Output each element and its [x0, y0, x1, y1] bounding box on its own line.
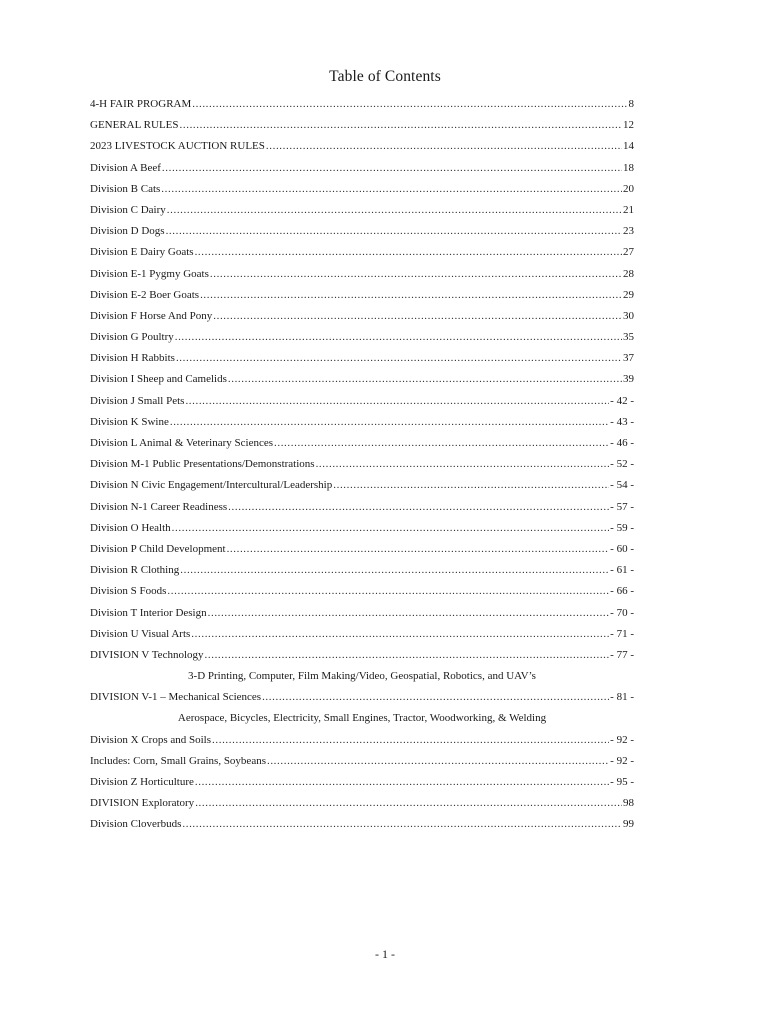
toc-entry[interactable] — [90, 518, 634, 539]
toc-entry-label: DIVISION Exploratory — [90, 797, 195, 810]
toc-entry-label: Division G Poultry — [90, 331, 174, 344]
toc-entry-page: 30 — [623, 309, 634, 322]
dot-leader — [213, 306, 622, 327]
toc-entry-label: Division E Dairy Goats — [90, 246, 194, 259]
toc-entry-page: 98 — [623, 797, 634, 810]
dot-leader — [180, 115, 622, 136]
dot-leader — [176, 348, 622, 369]
toc-entry[interactable] — [90, 200, 634, 221]
toc-entry-page: - 59 - — [610, 521, 634, 534]
toc-entry-label: Division T Interior Design — [90, 606, 207, 619]
toc-entry-page: 14 — [623, 140, 634, 153]
toc-entry[interactable] — [90, 221, 634, 242]
toc-entry[interactable] — [90, 475, 634, 496]
toc-entry-page: 29 — [623, 288, 634, 301]
dot-leader — [175, 327, 622, 348]
dot-leader — [228, 497, 609, 518]
toc-entry-label: GENERAL RULES — [90, 119, 179, 132]
toc-entry-label: Division Cloverbuds — [90, 818, 182, 831]
toc-entry-label: Division L Animal & Veterinary Sciences — [90, 437, 273, 449]
toc-entry[interactable] — [90, 433, 634, 454]
toc-entry-page: 28 — [623, 267, 634, 280]
dot-leader — [170, 412, 609, 433]
toc-entry-page: 37 — [623, 352, 634, 365]
toc-entry[interactable] — [90, 369, 634, 390]
toc-entry-label: Division B Cats — [90, 182, 161, 195]
toc-entry[interactable] — [90, 412, 634, 433]
toc-entry[interactable] — [90, 285, 634, 306]
toc-entry-page: - 77 - — [610, 648, 634, 661]
dot-leader — [192, 94, 627, 115]
toc-entry-label: Division I Sheep and Camelids — [90, 373, 227, 386]
dot-leader — [208, 603, 610, 624]
toc-entry[interactable] — [90, 603, 634, 624]
toc-entry[interactable] — [90, 454, 634, 475]
page-title: Table of Contents — [329, 68, 441, 85]
dot-leader — [167, 581, 609, 602]
toc-entry-label: Division J Small Pets — [90, 394, 185, 407]
toc-entry-page: 21 — [623, 203, 634, 216]
dot-leader — [267, 751, 609, 772]
toc-entry[interactable] — [90, 793, 634, 814]
dot-leader — [200, 285, 622, 306]
dot-leader — [266, 136, 622, 157]
toc-entry-page: 39 — [623, 373, 634, 386]
dot-leader — [333, 475, 609, 496]
toc-entry[interactable] — [90, 391, 634, 412]
toc-entry-page: - 92 - — [610, 733, 634, 746]
toc-entry-page: - 71 - — [610, 627, 634, 640]
toc-entry[interactable] — [90, 539, 634, 560]
toc-entry[interactable] — [90, 581, 634, 602]
toc-entry[interactable] — [90, 497, 634, 518]
toc-entry[interactable] — [90, 94, 634, 115]
toc-entry[interactable] — [90, 560, 634, 581]
toc-entry-label: Division D Dogs — [90, 225, 165, 238]
toc-entry[interactable] — [90, 264, 634, 285]
toc-entry-label: Division R Clothing — [90, 564, 180, 577]
toc-entry-label: Division P Child Development — [90, 542, 226, 555]
dot-leader — [191, 624, 609, 645]
toc-entry[interactable] — [90, 327, 634, 348]
dot-leader — [205, 645, 610, 666]
toc-entry-label: Division S Foods — [90, 585, 167, 598]
dot-leader — [180, 560, 609, 581]
toc-entry[interactable] — [90, 772, 634, 793]
toc-subheading: 3-D Printing, Computer, Film Making/Video, Geospatial, Robotics, and UAV’s — [188, 670, 536, 683]
page-number-footer: - 1 - — [375, 947, 395, 961]
dot-leader — [262, 687, 609, 708]
toc-entry[interactable] — [90, 179, 634, 200]
toc-entry-page: 8 — [628, 98, 634, 110]
toc-entry-label: Division O Health — [90, 521, 171, 534]
dot-leader — [182, 814, 622, 835]
toc-entry[interactable] — [90, 136, 634, 157]
toc-entry[interactable] — [90, 814, 634, 835]
toc-entry-page: - 54 - — [610, 479, 634, 492]
dot-leader — [162, 158, 622, 179]
toc-entry-page: - 61 - — [610, 564, 634, 577]
dot-leader — [161, 179, 622, 200]
toc-entry-page: - 52 - — [610, 458, 634, 471]
dot-leader — [195, 793, 622, 814]
toc-entry-page: - 70 - — [610, 606, 634, 619]
toc-entry-label: DIVISION V-1 – Mechanical Sciences — [90, 691, 262, 704]
dot-leader — [210, 264, 622, 285]
dot-leader — [167, 200, 622, 221]
toc-entry-label: Division H Rabbits — [90, 352, 175, 365]
toc-entry[interactable] — [90, 158, 634, 179]
toc-entry[interactable] — [90, 115, 634, 136]
toc-entry-label: Division Z Horticulture — [90, 776, 194, 788]
toc-entry-label: Division A Beef — [90, 161, 161, 174]
toc-entry-label: Division E-2 Boer Goats — [90, 288, 200, 301]
toc-entry-label: Division U Visual Arts — [90, 627, 191, 640]
dot-leader — [212, 730, 609, 751]
dot-leader — [316, 454, 610, 475]
toc-entry-page: 27 — [623, 246, 634, 259]
dot-leader — [228, 369, 622, 390]
toc-entry-label: Division K Swine — [90, 415, 169, 428]
toc-entry-page: - 92 - — [610, 754, 634, 767]
toc-entry-label: Division C Dairy — [90, 203, 166, 216]
toc-entry-page: 23 — [623, 225, 634, 238]
toc-entry-label: Division E-1 Pygmy Goats — [90, 267, 209, 280]
toc-entry[interactable] — [90, 730, 634, 751]
toc-entry-page: 20 — [623, 182, 634, 195]
toc-entry-page: - 42 - — [610, 394, 634, 407]
toc-entry-label: 2023 LIVESTOCK AUCTION RULES — [90, 140, 265, 153]
toc-entry-label: Division X Crops and Soils — [90, 733, 212, 746]
toc-entry-page: - 60 - — [610, 542, 634, 555]
dot-leader — [172, 518, 610, 539]
toc-entry[interactable] — [90, 306, 634, 327]
toc-entry-page: 18 — [623, 161, 634, 174]
toc-entry-page: - 81 - — [610, 691, 634, 704]
toc-entry-label: 4-H FAIR PROGRAM — [90, 98, 192, 110]
toc-entry-label: DIVISION V Technology — [90, 648, 204, 661]
toc-entry-page: - 57 - — [610, 500, 634, 513]
toc-entry[interactable] — [90, 645, 634, 666]
toc-entry[interactable] — [90, 687, 634, 708]
dot-leader — [195, 242, 622, 263]
toc-entry-page: - 95 - — [610, 776, 634, 788]
toc-entry[interactable] — [90, 624, 634, 645]
dot-leader — [185, 391, 609, 412]
toc-entry-page: 99 — [623, 818, 634, 831]
table-of-contents — [90, 94, 634, 836]
dot-leader — [166, 221, 622, 242]
toc-entry-page: 35 — [623, 331, 634, 344]
dot-leader — [227, 539, 610, 560]
toc-entry-label: Division N-1 Career Readiness — [90, 500, 228, 513]
toc-entry[interactable] — [90, 242, 634, 263]
toc-entry-label: Division N Civic Engagement/Intercultural/Leadership — [90, 479, 333, 492]
toc-entry-label: Division F Horse And Pony — [90, 309, 213, 322]
toc-entry-page: 12 — [623, 119, 634, 132]
toc-entry-page: - 43 - — [610, 415, 634, 428]
dot-leader — [274, 433, 609, 454]
toc-subheading: Aerospace, Bicycles, Electricity, Small Engines, Tractor, Woodworking, & Welding — [177, 712, 547, 725]
toc-entry-page: - 66 - — [610, 585, 634, 598]
dot-leader — [195, 772, 609, 793]
toc-entry-page: - 46 - — [610, 437, 634, 449]
toc-entry[interactable] — [90, 348, 634, 369]
toc-entry-label: Division M-1 Public Presentations/Demonstrations — [90, 458, 315, 471]
toc-entry[interactable] — [90, 751, 634, 772]
toc-entry-label: Includes: Corn, Small Grains, Soybeans — [90, 754, 266, 767]
